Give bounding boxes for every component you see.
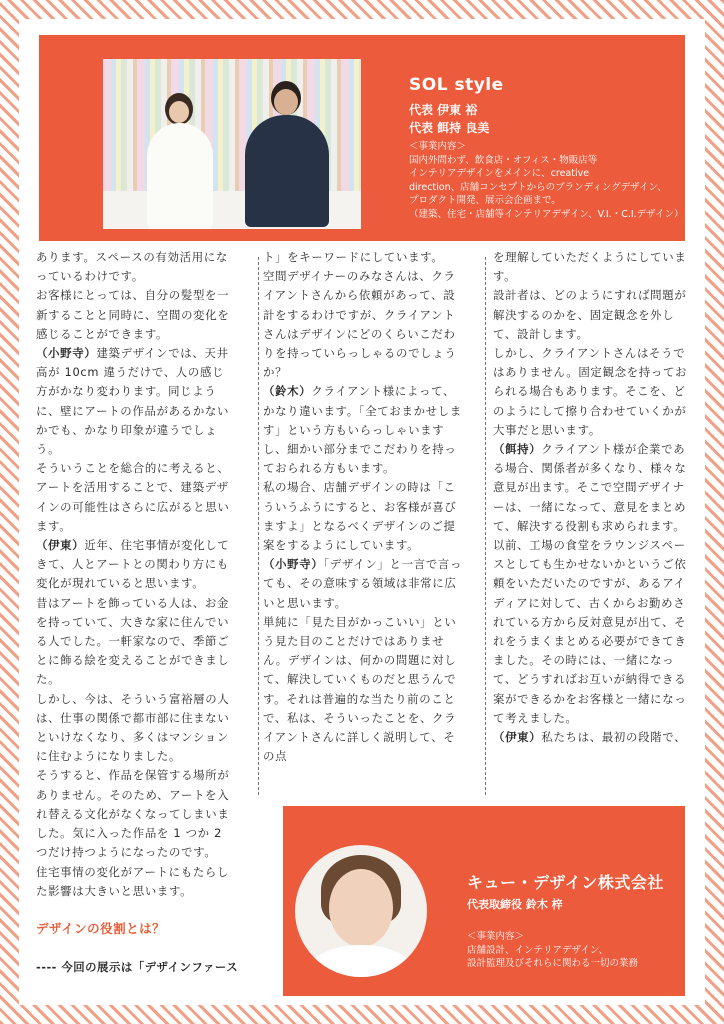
paragraph-text: 建築デザインでは、天井高が 10cm 違うだけで、人の感じ方がかなり変わります。同じように、壁にアートの作品があるかないかでも、かなり印象が違うでしょう。 bbox=[36, 346, 230, 457]
business-description bbox=[409, 140, 684, 221]
article-paragraph bbox=[493, 440, 691, 536]
column-divider bbox=[485, 257, 486, 795]
article-paragraph bbox=[263, 267, 463, 382]
paragraph-text: 私の場合、店舗デザインの時は「こういうふうにすると、お客様が喜びますよ」となるべくデザインのご提案をするようにしています。 bbox=[263, 480, 457, 553]
paragraph-text: 空間デザイナーのみなさんは、クライアントさんから依頼があって、設計をするわけですが、クライアントさんはデザインにどのくらいこだわりを持っていらっしゃるのでしょうか？ bbox=[263, 269, 457, 380]
paragraph-text: 設計者は、どのようにすれば問題が解決するのかを、固定観念を外して、設計します。 bbox=[493, 288, 687, 341]
business-line: インテリアデザインをメインに、creative bbox=[409, 168, 590, 179]
speaker-name: （餌持） bbox=[493, 442, 542, 457]
article-paragraph bbox=[36, 248, 236, 286]
paragraph-text: 住宅事情の変化がアートにもたらした影響は大きいと思います。 bbox=[36, 864, 230, 898]
paragraph-text: を理解していただくようにしています。 bbox=[493, 250, 687, 284]
business-line: 国内外問わず、飲食店・オフィス・物販店等 bbox=[409, 154, 598, 166]
article-paragraph bbox=[36, 536, 236, 594]
business-line: direction、店舗コンセプトからのブランディングデザイン、 bbox=[409, 181, 667, 193]
article-paragraph bbox=[36, 286, 236, 344]
representative-name: 代表 餌持 良美 bbox=[409, 121, 490, 135]
designers-photo bbox=[103, 59, 361, 229]
paragraph-text: 近年、住宅事情が変化してきて、人とアートとの関わり方にも変化が現れていると思います。 bbox=[36, 538, 230, 591]
q-design-profile bbox=[283, 806, 685, 996]
article-paragraph bbox=[493, 286, 691, 344]
article-column-3 bbox=[493, 248, 691, 747]
article-paragraph bbox=[263, 613, 463, 767]
sol-style-profile bbox=[39, 35, 685, 241]
column-divider bbox=[258, 257, 259, 795]
article-paragraph bbox=[36, 459, 236, 536]
paragraph-text: あります。スペースの有効活用になっているわけです。 bbox=[36, 250, 228, 284]
representative-portrait bbox=[295, 845, 427, 977]
paragraph-text: 昔はアートを飾っている人は、お金を持っていて、大きな家に住んでいる人でした。一軒家なので、季節ごとに飾る絵を変えることができました。 bbox=[36, 595, 230, 687]
company-name: キュー・デザイン株式会社 bbox=[467, 873, 664, 892]
article-paragraph bbox=[493, 536, 691, 728]
speaker-name: （伊東） bbox=[36, 538, 85, 553]
article-column-1 bbox=[36, 248, 236, 901]
article-paragraph bbox=[36, 863, 236, 901]
article-paragraph bbox=[263, 382, 463, 478]
paragraph-text: 単純に「見た目がかっこいい」という見た目のことだけではありません。デザインは、何かの問題に対して、解決していくものだと思うんです。それは普遍的な当たり前のことで、私は、そういったことを、クライアントさんに詳しく説明して、その点 bbox=[263, 614, 457, 764]
article-paragraph bbox=[36, 766, 236, 862]
article-paragraph bbox=[493, 344, 691, 440]
paragraph-text: 「デザイン」と一言で言っても、その意味する領域は非常に広いと思います。 bbox=[263, 557, 463, 610]
paragraph-text: お客様にとっては、自分の髪型を一新することと同時に、空間の変化を感じることができます。 bbox=[36, 288, 230, 341]
paragraph-text: そうすると、作品を保管する場所がありません。そのため、アートを入れ替える文化がなくなってしまいました。気に入った作品を 1 つか 2 つだけ持つようになったのです。 bbox=[36, 768, 230, 860]
business-label: ＜事業内容＞ bbox=[409, 141, 467, 152]
article-paragraph bbox=[36, 344, 236, 459]
article-paragraph bbox=[263, 555, 463, 613]
page bbox=[19, 19, 705, 1005]
paragraph-text: そういうことを総合的に考えると、アートを活用することで、建築デザインの可能性はさらに広がると思います。 bbox=[36, 461, 230, 533]
article-paragraph bbox=[493, 728, 691, 747]
paragraph-text: しかし、今は、そういう富裕層の人は、仕事の関係で都市部に住まないといけなくなり、多くはマンションに住むようになりました。 bbox=[36, 691, 230, 764]
business-line: 店舗設計、インテリアデザイン、 bbox=[467, 944, 609, 956]
paragraph-text: 私たちは、最初の段階で、 bbox=[541, 730, 687, 745]
paragraph-text: ト」をキーワードにしています。 bbox=[263, 250, 444, 264]
representative-name: 代表 伊東 裕 bbox=[409, 103, 478, 117]
interviewer-question: ---- 今回の展示は「デザインファース bbox=[36, 960, 239, 974]
business-line: 設計監理及びそれらに関わる一切の業務 bbox=[467, 958, 639, 969]
company-name: SOL style bbox=[409, 75, 504, 95]
article-column-2 bbox=[263, 248, 463, 766]
speaker-name: （小野寺） bbox=[263, 557, 324, 572]
section-heading: デザインの役割とは？ bbox=[36, 921, 166, 936]
business-line: プロダクト開発、展示会企画まで。 bbox=[409, 195, 561, 206]
article-paragraph bbox=[36, 594, 236, 690]
representative-name: 代表取締役 鈴木 梓 bbox=[467, 898, 563, 911]
speaker-name: （伊東） bbox=[493, 730, 542, 745]
article-paragraph bbox=[36, 690, 236, 767]
article-paragraph bbox=[263, 248, 463, 267]
business-line: （建築、住宅・店舗等インテリアデザイン、V.I.・C.I.デザイン） bbox=[409, 208, 684, 220]
business-description bbox=[467, 930, 638, 971]
paragraph-text: クライアント様によって、かなり違います。「全ておまかせします」という方もいらっしゃいますし、細かい部分までこだわりを持っておられる方もいます。 bbox=[263, 384, 462, 476]
business-label: ＜事業内容＞ bbox=[467, 931, 525, 942]
paragraph-text: クライアント様が企業である場合、関係者が多くなり、様々な意見が出ます。そこで空間デザイナーは、一緒になって、意見をまとめて、解決する役割も求められます。 bbox=[493, 442, 687, 533]
speaker-name: （鈴木） bbox=[263, 384, 312, 399]
speaker-name: （小野寺） bbox=[36, 346, 97, 361]
article-paragraph bbox=[493, 248, 691, 286]
paragraph-text: しかし、クライアントさんはそうではありません。固定観念を持っておられる場合もあります。そこを、どのようにして擦り合わせていくかが大事だと思います。 bbox=[493, 346, 688, 437]
article-paragraph bbox=[263, 478, 463, 555]
paragraph-text: 以前、工場の食堂をラウンジスペースとしても生かせないかというご依頼をいただいたのですが、あるアイディアに対して、古くからお勤めされている方から反対意見が出て、それをうまくまとめる必要ができてきました。その時には、一緒になって、どうすればお互いが納得できる案ができるかをお客様と一緒になって考えました。 bbox=[493, 538, 687, 725]
